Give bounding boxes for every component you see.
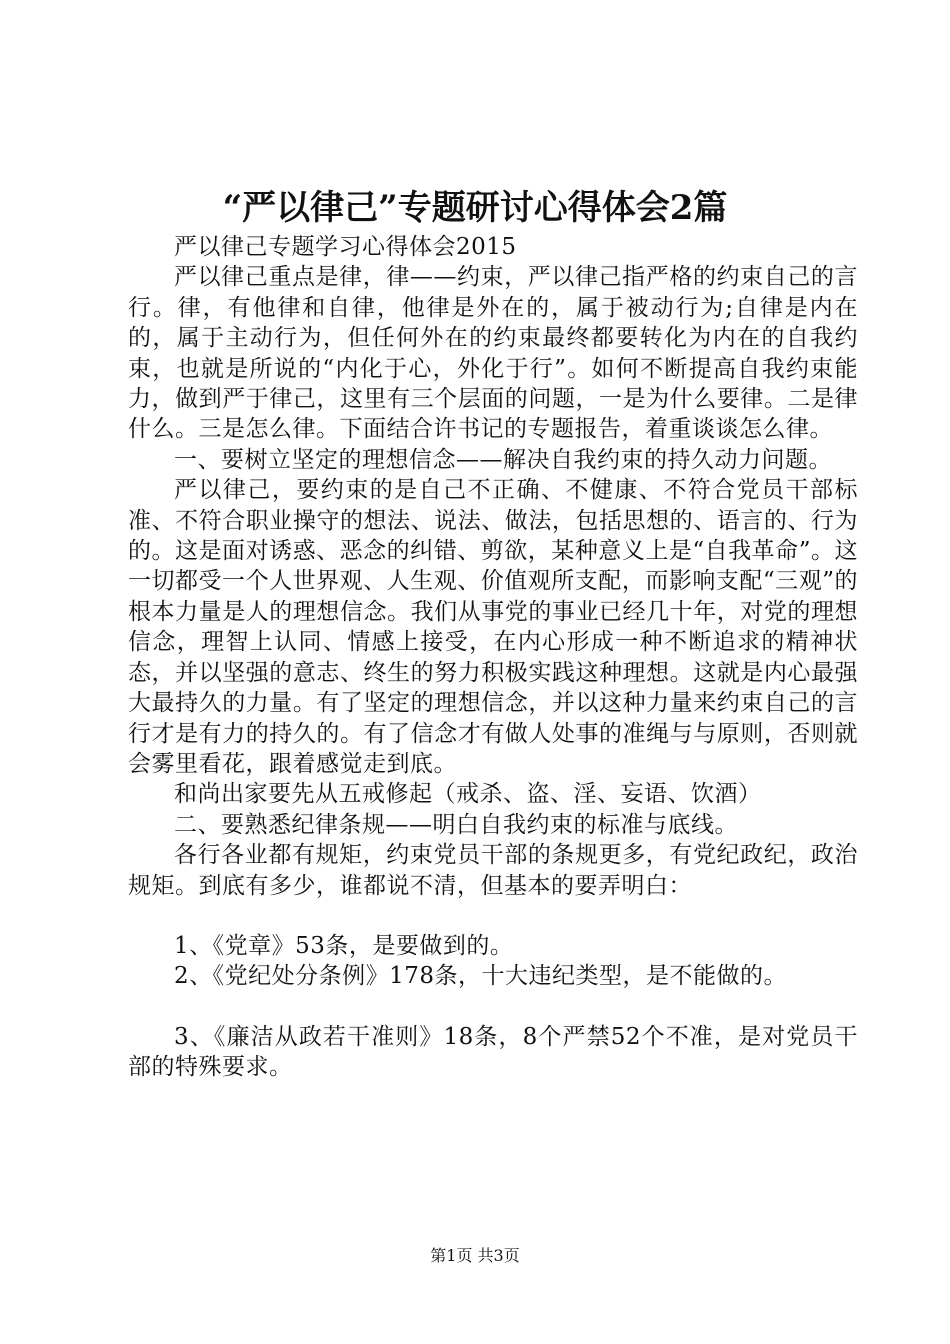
paragraph-heading-one: 一、要树立坚定的理想信念——解决自我约束的持久动力问题。 bbox=[174, 446, 832, 473]
paragraph-subtitle: 严以律己专题学习心得体会2015 bbox=[174, 234, 517, 260]
document-body bbox=[128, 232, 858, 1083]
paragraph-rules: 各行各业都有规矩，约束党员干部的条规更多，有党纪政纪，政治规矩。到底有多少，谁都说不清，但基本的要弄明白： bbox=[128, 842, 858, 899]
list-item-discipline-regulations: 2、《党纪处分条例》178条，十大违纪类型，是不能做的。 bbox=[174, 963, 788, 990]
paragraph-five-precepts: 和尚出家要先从五戒修起（戒杀、盗、淫、妄语、饮酒） bbox=[174, 781, 762, 808]
paragraph-intro: 严以律己重点是律，律——约束，严以律己指严格的约束自己的言行。律，有他律和自律，他律是外在的，属于被动行为;自律是内在的，属于主动行为，但任何外在的约束最终都要转化为内在的自我约束，也就是所说的“内化于心，外化于行”。如何不断提高自我约束能力，做到严于律己，这里有三个层面的问题，一是为什么要律。二是律什么。三是怎么律。下面结合许书记的专题报告，着重谈谈怎么律。 bbox=[128, 264, 858, 443]
document-title: “严以律己”专题研讨心得体会2篇 bbox=[222, 188, 728, 228]
list-item-integrity-guidelines: 3、《廉洁从政若干准则》18条，8个严禁52个不准，是对党员干部的特殊要求。 bbox=[128, 1023, 858, 1081]
paragraph-heading-two: 二、要熟悉纪律条规——明白自我约束的标准与底线。 bbox=[174, 811, 738, 838]
list-item-party-constitution: 1、《党章》53条，是要做到的。 bbox=[174, 932, 514, 959]
paragraph-ideals: 严以律己，要约束的是自己不正确、不健康、不符合党员干部标准、不符合职业操守的想法、说法、做法，包括思想的、语言的、行为的。这是面对诱惑、恶念的纠错、剪欲，某种意义上是“自我革命”。这一切都受一个人世界观、人生观、价值观所支配，而影响支配“三观”的根本力量是人的理想信念。我们从事党的事业已经几十年，对党的理想信念，理智上认同、情感上接受，在内心形成一种不断追求的精神状态，并以坚强的意志、终生的努力积极实践这种理想。这就是内心最强大最持久的力量。有了坚定的理想信念，并以这种力量来约束自己的言行才是有力的持久的。有了信念才有做人处事的准绳与与原则，否则就会雾里看花，跟着感觉走到底。 bbox=[128, 477, 858, 777]
page-number-footer: 第1页 共3页 bbox=[430, 1246, 520, 1265]
